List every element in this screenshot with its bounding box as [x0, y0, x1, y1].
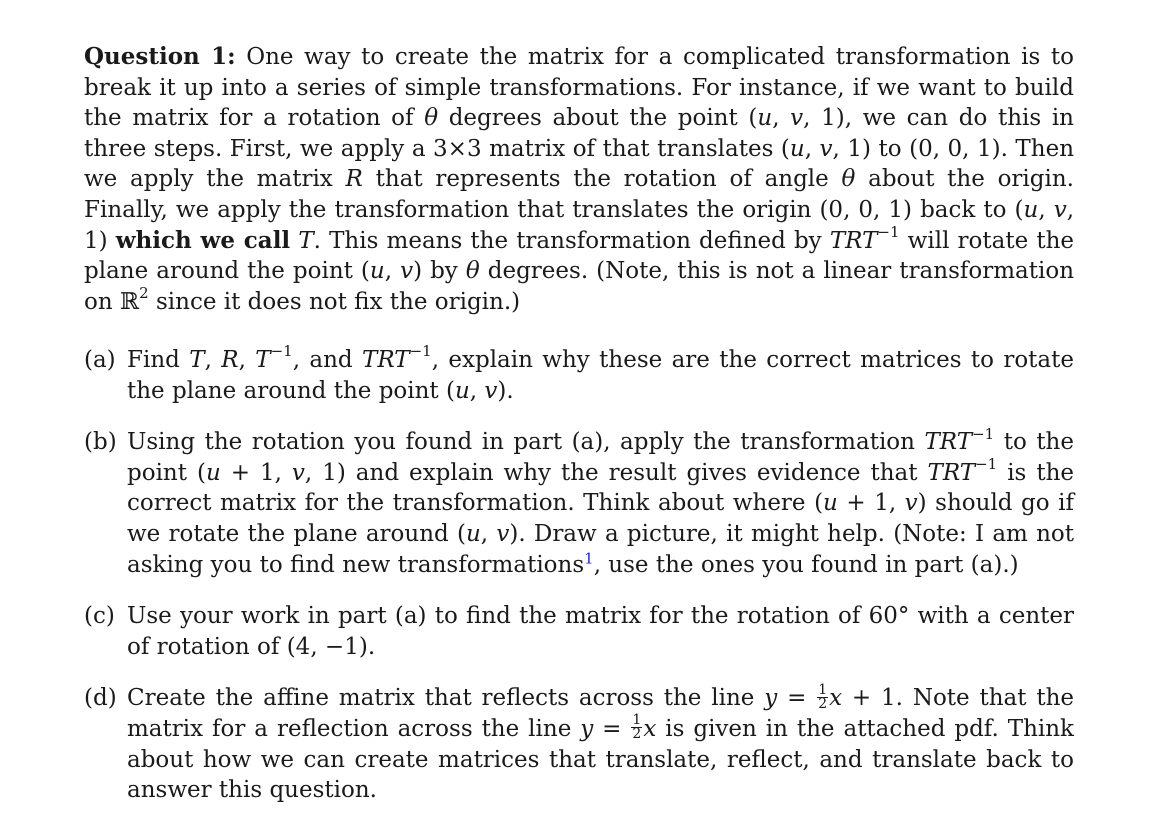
part-b: (b) Using the rotation you found in part (a), apply the transformation $TRT^{-1}$ to the point (u + 1, v, 1) and explain why the result gives evidence that $TRT^{-1}$ is the correct matrix for the transformation. Think about where (u + 1, v) should go if we rotate the plane around (u, v). Draw a picture, it might help. (Note: I am not asking you to find new transformations$^1$, use the ones you found in part (a).): [84, 424, 1075, 578]
question-paragraph: Question 1: One way to create the matrix for a complicated transformation is to break it up into a series of simple transformations. For instance, if we want to build the matrix for a rotation of θ degrees about the point (u, v, 1), we can do this in three steps. First, we apply a 3×3 matrix of that translates (u, v, 1) to (0, 0, 1). Then we apply the matrix R that represents the rotation of angle θ about the origin. Finally, we apply the transformation that translates the origin (0, 0, 1) back to (u, v, 1) which we call T. This means the transformation defined by $TRT^{-1}$ will rotate the plane around the point (u, v) by θ degrees. (Note, this is not a linear transformation on ℝ$^2$ since it does not fix the origin.): [84, 43, 1075, 315]
part-label-c: (c): [84, 603, 115, 630]
part-label-b: (b): [84, 429, 117, 456]
part-label-a: (a): [84, 347, 116, 373]
question-parts-list: [84, 342, 1075, 806]
bold-phrase: which we call: [115, 226, 291, 254]
part-a: (a) Find T, R, $T^{-1}$, and $TRT^{-1}$, explain why these are the correct matrices to rotate the plane around the point (u, v).: [84, 342, 1074, 404]
part-label-d: (d): [84, 685, 117, 712]
footnote-link[interactable]: 1: [584, 548, 594, 567]
question-label: Question 1:: [84, 43, 236, 70]
fraction-one-half: $\frac{1}{2}$: [818, 681, 828, 712]
part-d: (d) Create the affine matrix that reflects across the line y = $\frac{1}{2}$ x + 1. Note that the matrix for a reflection across the line y = $\frac{1}{2}$ x is given in the attached pdf. Think about how we can create matrices that translate, reflect, and translate back to answer this question.: [84, 681, 1074, 804]
question-block: [84, 42, 1074, 317]
part-c: (c) Use your work in part (a) to find the matrix for the rotation of 60° with a center of rotation of (4, −1).: [84, 603, 1074, 660]
fraction-one-half: $\frac{1}{2}$: [632, 712, 642, 743]
